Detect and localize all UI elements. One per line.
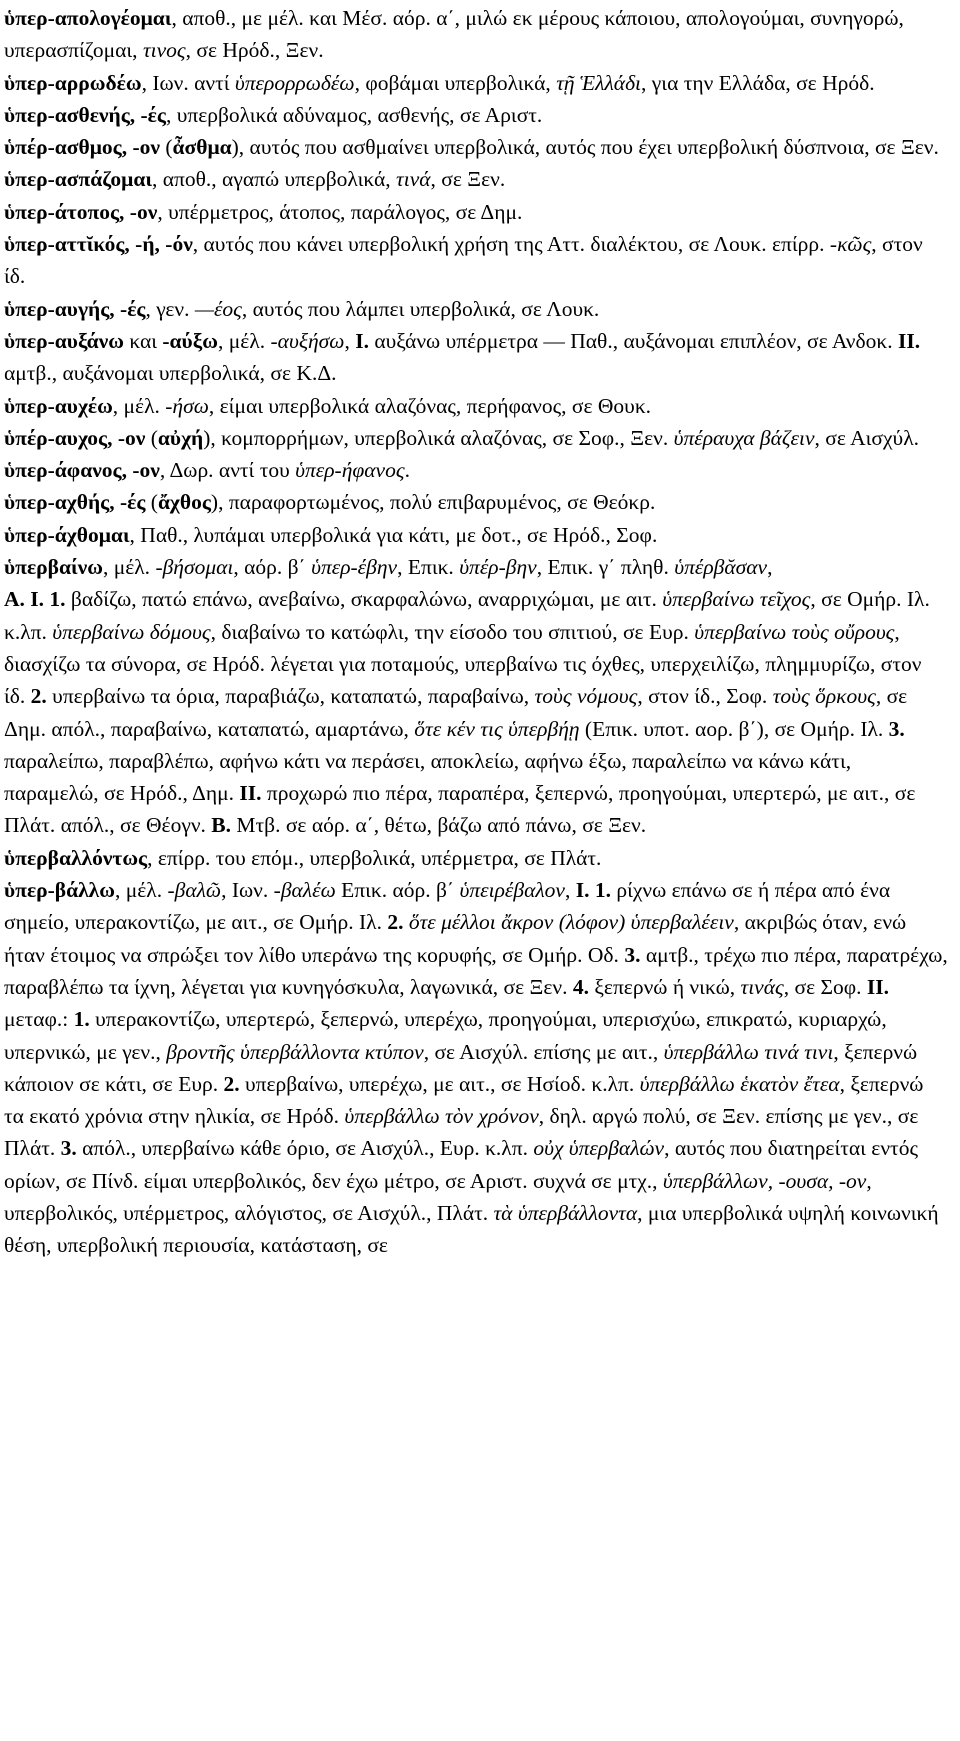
headword-text: 1. bbox=[73, 1007, 90, 1032]
entry-text: , μέλ. bbox=[112, 393, 166, 418]
headword-text: II. bbox=[239, 781, 262, 806]
entry-text: , αυτός που διατηρείται εντός ορίων, σε Πίνδ. είμαι υπερβολικός, δεν έχω μέτρο, σε Αριστ. συχνά σε μτχ., bbox=[4, 1136, 924, 1193]
entry-text: Επικ. αόρ. β΄ bbox=[335, 878, 460, 903]
entry-text: ρίχνω επάνω σε ή πέρα από ένα σημείο, υπερακοντίζω, με αιτ., σε Ομήρ. Ιλ. bbox=[4, 878, 896, 935]
headword-text: ὑπερβαίνω bbox=[4, 555, 103, 580]
entry-text: , δηλ. αργώ πολύ, σε Ξεν. επίσης με γεν., σε Πλάτ. bbox=[4, 1104, 924, 1161]
entry-text: , αυτός που κάνει υπερβολική χρήση της Αττ. διαλέκτου, σε Λουκ. επίρρ. bbox=[192, 232, 830, 257]
dictionary-entry bbox=[4, 842, 948, 874]
italic-text: ὑπερβαίνω δόμους bbox=[52, 619, 211, 644]
italic-text: ὑπέρβᾰσαν bbox=[674, 555, 768, 580]
headword-text: II. bbox=[866, 974, 890, 999]
italic-text: ὑπερορρωδέω bbox=[234, 70, 355, 95]
entry-text: , είμαι υπερβολικά αλαζόνας, περήφανος, σε Θουκ. bbox=[208, 393, 652, 418]
italic-text: ὑπειρέβαλον bbox=[459, 878, 565, 903]
entry-text: μεταφ.: bbox=[4, 974, 895, 1032]
entry-text: , Ιων. αντί bbox=[141, 70, 235, 95]
entry-text: , αυτός που λάμπει υπερβολικά, σε Λουκ. bbox=[241, 296, 600, 321]
headword-text: ὑπερβαλλόντως bbox=[4, 845, 148, 870]
entry-text: , σε Ομήρ. Ιλ. κ.λπ. bbox=[4, 587, 936, 644]
headword-text: ἄχθος bbox=[157, 490, 211, 515]
italic-text: -ήσω bbox=[165, 393, 209, 418]
entry-text: , σε Αισχύλ. bbox=[814, 425, 919, 450]
entry-text: , για την Ελλάδα, σε Ηρόδ. bbox=[641, 70, 875, 95]
entry-text: , στον ίδ. bbox=[4, 232, 929, 289]
entry-text: και bbox=[123, 328, 163, 353]
dictionary-entry bbox=[4, 99, 948, 131]
entry-text: ), αυτός που ασθμαίνει υπερβολικά, αυτός που έχει υπερβολική δύσπνοια, σε Ξεν. bbox=[231, 135, 939, 160]
italic-text: ὑπέρ-βην bbox=[459, 555, 537, 580]
headword-text: I. bbox=[355, 328, 369, 353]
headword-text: 2. bbox=[223, 1071, 240, 1096]
headword-text: 2. bbox=[30, 684, 47, 709]
italic-text: τῇ Ἑλλάδι bbox=[556, 70, 642, 95]
entry-text: , αποθ., αγαπώ υπερβολικά, bbox=[152, 167, 397, 192]
entry-text: , σε Αισχύλ. επίσης με αιτ., bbox=[423, 1039, 664, 1064]
entry-text: , μέλ. bbox=[218, 328, 271, 353]
entry-text: αμτβ., τρέχω πιο πέρα, παρατρέχω, παραβλέπω τα ίχνη, λέγεται για κυνηγόσκυλα, λαγωνικά, σε Ξεν. bbox=[4, 942, 954, 999]
italic-text: -βαλῶ bbox=[167, 878, 222, 903]
entry-text: , σε Ηρόδ., Ξεν. bbox=[185, 38, 324, 63]
entry-text: αμτβ., αυξάνομαι υπερβολικά, σε Κ.Δ. bbox=[4, 328, 926, 386]
entry-text: , υπερβολικός, υπέρμετρος, αλόγιστος, σε Αισχύλ., Πλάτ. bbox=[4, 1168, 878, 1225]
entry-text: αυξάνω υπέρμετρα — Παθ., αυξάνομαι επιπλέον, σε Ανδοκ. bbox=[368, 328, 898, 353]
headword-text: ὑπέρ-ασθμος, -ον bbox=[4, 135, 160, 160]
entry-text: , μέλ. bbox=[102, 555, 156, 580]
headword-text: 3. bbox=[60, 1136, 77, 1161]
entry-text: (Επικ. υποτ. αορ. β΄), σε Ομήρ. Ιλ. bbox=[579, 716, 889, 741]
headword-text: ἆσθμα bbox=[172, 135, 232, 160]
entry-text: , bbox=[344, 328, 356, 353]
headword-text: 4. bbox=[572, 974, 589, 999]
entry-text: , υπέρμετρος, άτοπος, παράλογος, σε Δημ. bbox=[157, 199, 523, 224]
italic-text: ὑπερ-έβην bbox=[311, 555, 398, 580]
entry-text: ξεπερνώ ή νικώ, bbox=[588, 974, 741, 999]
italic-text: -βαλέω bbox=[273, 878, 336, 903]
dictionary-entry bbox=[4, 2, 948, 67]
entry-text: υπερβαίνω τα όρια, παραβιάζω, καταπατώ, παραβαίνω, bbox=[46, 684, 535, 709]
italic-text: ὑπερβάλλω τὸν χρόνον bbox=[344, 1104, 539, 1129]
dictionary-entry bbox=[4, 293, 948, 325]
entry-text: , μια υπερβολικά υψηλή κοινωνική θέση, υπερβολική περιουσία, κατάσταση, σε bbox=[4, 1200, 944, 1258]
entry-text: , επίρρ. του επόμ., υπερβολικά, υπέρμετρα, σε Πλάτ. bbox=[147, 845, 602, 870]
dictionary-entry bbox=[4, 228, 948, 293]
italic-text: -αυξήσω bbox=[270, 328, 345, 353]
italic-text: τινάς bbox=[740, 974, 784, 999]
entry-text: ( bbox=[159, 135, 173, 160]
dictionary-entry bbox=[4, 163, 948, 195]
dictionary-entry bbox=[4, 454, 948, 486]
headword-text: ὑπέρ-αυχος, -ον bbox=[4, 425, 146, 450]
entry-text: , Δωρ. αντί του bbox=[159, 458, 296, 483]
entry-text: ), παραφορτωμένος, πολύ επιβαρυμένος, σε Θεόκρ. bbox=[210, 490, 656, 515]
headword-text: I. 1. bbox=[575, 878, 611, 903]
entry-text: , bbox=[767, 555, 773, 580]
headword-text: ὑπερ-αυξάνω bbox=[4, 328, 124, 353]
headword-text: 3. bbox=[888, 716, 905, 741]
entry-text: υπερακοντίζω, υπερτερώ, ξεπερνώ, υπερέχω, προηγούμαι, υπερισχύω, επικρατώ, κυριαρχώ, υπερνικώ, με γεν., bbox=[4, 1007, 893, 1064]
italic-text: —έος bbox=[194, 296, 242, 321]
dictionary-entry bbox=[4, 390, 948, 422]
entry-text: Μτβ. σε αόρ. α΄, θέτω, βάζω από πάνω, σε Ξεν. bbox=[231, 813, 647, 838]
italic-text: τινος bbox=[142, 38, 186, 63]
entry-text: , σε Ξεν. bbox=[430, 167, 506, 192]
dictionary-entry bbox=[4, 519, 948, 551]
dictionary-entry bbox=[4, 422, 948, 454]
italic-text: ὑπερβάλλων, -ουσα, -ον bbox=[662, 1168, 867, 1193]
headword-text: ὑπερ-αχθής, -ές bbox=[4, 490, 146, 515]
italic-text: ὑπερ-ήφανος bbox=[295, 458, 405, 483]
entry-text: προχωρώ πιο πέρα, παραπέρα, ξεπερνώ, προηγούμαι, υπερτερώ, με αιτ., σε Πλάτ. απόλ., σε Θέογν. bbox=[4, 781, 921, 838]
headword-text: 3. bbox=[624, 942, 641, 967]
italic-text: ὑπέραυχα βάζειν bbox=[673, 425, 815, 450]
entry-text: , ακριβώς όταν, ενώ ήταν έτοιμος να σπρώξει τον λίθο υπεράνω της κορυφής, σε Ομήρ. Οδ. bbox=[4, 910, 912, 967]
dictionary-entry bbox=[4, 486, 948, 518]
entry-text: , σε Σοφ. bbox=[783, 974, 867, 999]
dictionary-entry bbox=[4, 67, 948, 99]
headword-text: ὑπερ-βάλλω bbox=[4, 878, 115, 903]
dictionary-entry bbox=[4, 551, 948, 842]
entry-text: υπερβαίνω, υπερέχω, με αιτ., σε Ησίοδ. κ.λπ. bbox=[239, 1071, 640, 1096]
italic-text: ὑπερβάλλω ἑκατὸν ἔτεα bbox=[639, 1071, 840, 1096]
italic-text: τοὺς νόμους bbox=[534, 684, 638, 709]
entry-text: ( bbox=[145, 490, 158, 515]
italic-text: -κῶς bbox=[829, 232, 872, 257]
headword-text: ὑπερ-αυγής, -ές bbox=[4, 296, 146, 321]
italic-text: ὑπερβαίνω τοὺς οὔρους bbox=[694, 619, 895, 644]
headword-text: ὑπερ-ασθενής, -ές bbox=[4, 102, 166, 127]
headword-text: 2. bbox=[387, 910, 404, 935]
headword-text: ὑπερ-άφανος, -ον bbox=[4, 458, 160, 483]
entry-text: , διασχίζω τα σύνορα, σε Ηρόδ. λέγεται για ποταμούς, υπερβαίνω τις όχθες, υπερχειλίζω, πλημμυρίζω, στον ίδ. bbox=[4, 619, 927, 709]
entry-text: ( bbox=[145, 425, 158, 450]
headword-text: Β. bbox=[211, 813, 232, 838]
italic-text: οὐχ ὑπερβαλών bbox=[533, 1136, 665, 1161]
entry-text: παραλείπω, παραβλέπω, αφήνω κάτι να περάσει, αποκλείω, αφήνω έξω, παραλείπω να κάνω κάτι, παραμελώ, σε Ηρόδ., Δημ. bbox=[4, 716, 911, 806]
italic-text: ὑπερβάλλω τινά τινι bbox=[663, 1039, 834, 1064]
headword-text: ὑπερ-αυχέω bbox=[4, 393, 113, 418]
dictionary-entry bbox=[4, 196, 948, 228]
headword-text: -αύξω bbox=[162, 328, 219, 353]
headword-text: αὐχή bbox=[157, 425, 204, 450]
italic-text: ὅτε κέν τις ὑπερβήῃ bbox=[414, 716, 580, 741]
italic-text: ὑπερβαίνω τεῖχος bbox=[662, 587, 811, 612]
entry-text: ), κομπορρήμων, υπερβολικά αλαζόνας, σε Σοφ., Ξεν. bbox=[203, 425, 674, 450]
entry-text: , Επικ. γ΄ πληθ. bbox=[536, 555, 675, 580]
dictionary-entry bbox=[4, 874, 954, 1262]
entry-text: , ξεπερνώ τα εκατό χρόνια στην ηλικία, σε Ηρόδ. bbox=[4, 1071, 929, 1129]
dictionary-entry bbox=[4, 325, 948, 390]
headword-text: ὑπερ-ασπάζομαι bbox=[4, 167, 153, 192]
entry-text: , ξεπερνώ κάποιον σε κάτι, σε Ευρ. bbox=[4, 1039, 923, 1096]
entry-text: , φοβάμαι υπερβολικά, bbox=[354, 70, 557, 95]
italic-text: βροντῆς ὑπερβάλλοντα κτύπον bbox=[166, 1039, 424, 1064]
entry-text: , διαβαίνω το κατώφλι, την είσοδο του σπιτιού, σε Ευρ. bbox=[210, 619, 695, 644]
headword-text: ὑπερ-αττῐκός, -ή, -όν bbox=[4, 232, 193, 257]
italic-text: ὅτε μέλλοι ἄκρον (λόφον) ὑπερβαλέειν bbox=[408, 910, 734, 935]
entry-text: , Επικ. bbox=[397, 555, 460, 580]
headword-text: ὑπερ-άχθομαι bbox=[4, 522, 130, 547]
italic-text: τινά bbox=[396, 167, 431, 192]
entry-text: , σε Δημ. απόλ., παραβαίνω, καταπατώ, αμαρτάνω, bbox=[4, 684, 912, 741]
italic-text: -βήσομαι bbox=[155, 555, 234, 580]
entry-text: απόλ., υπερβαίνω κάθε όριο, σε Αισχύλ., Ευρ. κ.λπ. bbox=[76, 1136, 534, 1161]
entry-text: . bbox=[404, 458, 410, 483]
entry-text: , Ιων. bbox=[221, 878, 274, 903]
italic-text: τοὺς ὅρκους bbox=[772, 684, 876, 709]
headword-text: ὑπερ-αρρωδέω bbox=[4, 70, 142, 95]
headword-text: ὑπερ-απολογέομαι bbox=[4, 6, 172, 30]
entry-text: , αόρ. β΄ bbox=[233, 555, 312, 580]
headword-text: II. bbox=[897, 328, 921, 353]
headword-text: Α. I. 1. bbox=[4, 587, 66, 612]
headword-text: ὑπερ-άτοπος, -ον bbox=[4, 199, 158, 224]
entry-text: , Παθ., λυπάμαι υπερβολικά για κάτι, με δοτ., σε Ηρόδ., Σοφ. bbox=[129, 522, 658, 547]
entry-text: , γεν. bbox=[145, 296, 195, 321]
entry-text: , μέλ. bbox=[114, 878, 168, 903]
entry-text: , υπερβολικά αδύναμος, ασθενής, σε Αριστ. bbox=[165, 102, 543, 127]
entry-text: , bbox=[564, 878, 576, 903]
entry-text: , στον ίδ., Σοφ. bbox=[637, 684, 773, 709]
italic-text: τὰ ὑπερβάλλοντα bbox=[493, 1200, 638, 1225]
entry-text: , αποθ., με μέλ. και Μέσ. αόρ. α΄, μιλώ εκ μέρους κάποιου, απολογούμαι, συνηγορώ, υπερασπίζομαι, bbox=[4, 6, 910, 63]
dictionary-entry bbox=[4, 131, 948, 163]
entry-text: βαδίζω, πατώ επάνω, ανεβαίνω, σκαρφαλώνω, αναρριχώμαι, με αιτ. bbox=[65, 587, 663, 612]
